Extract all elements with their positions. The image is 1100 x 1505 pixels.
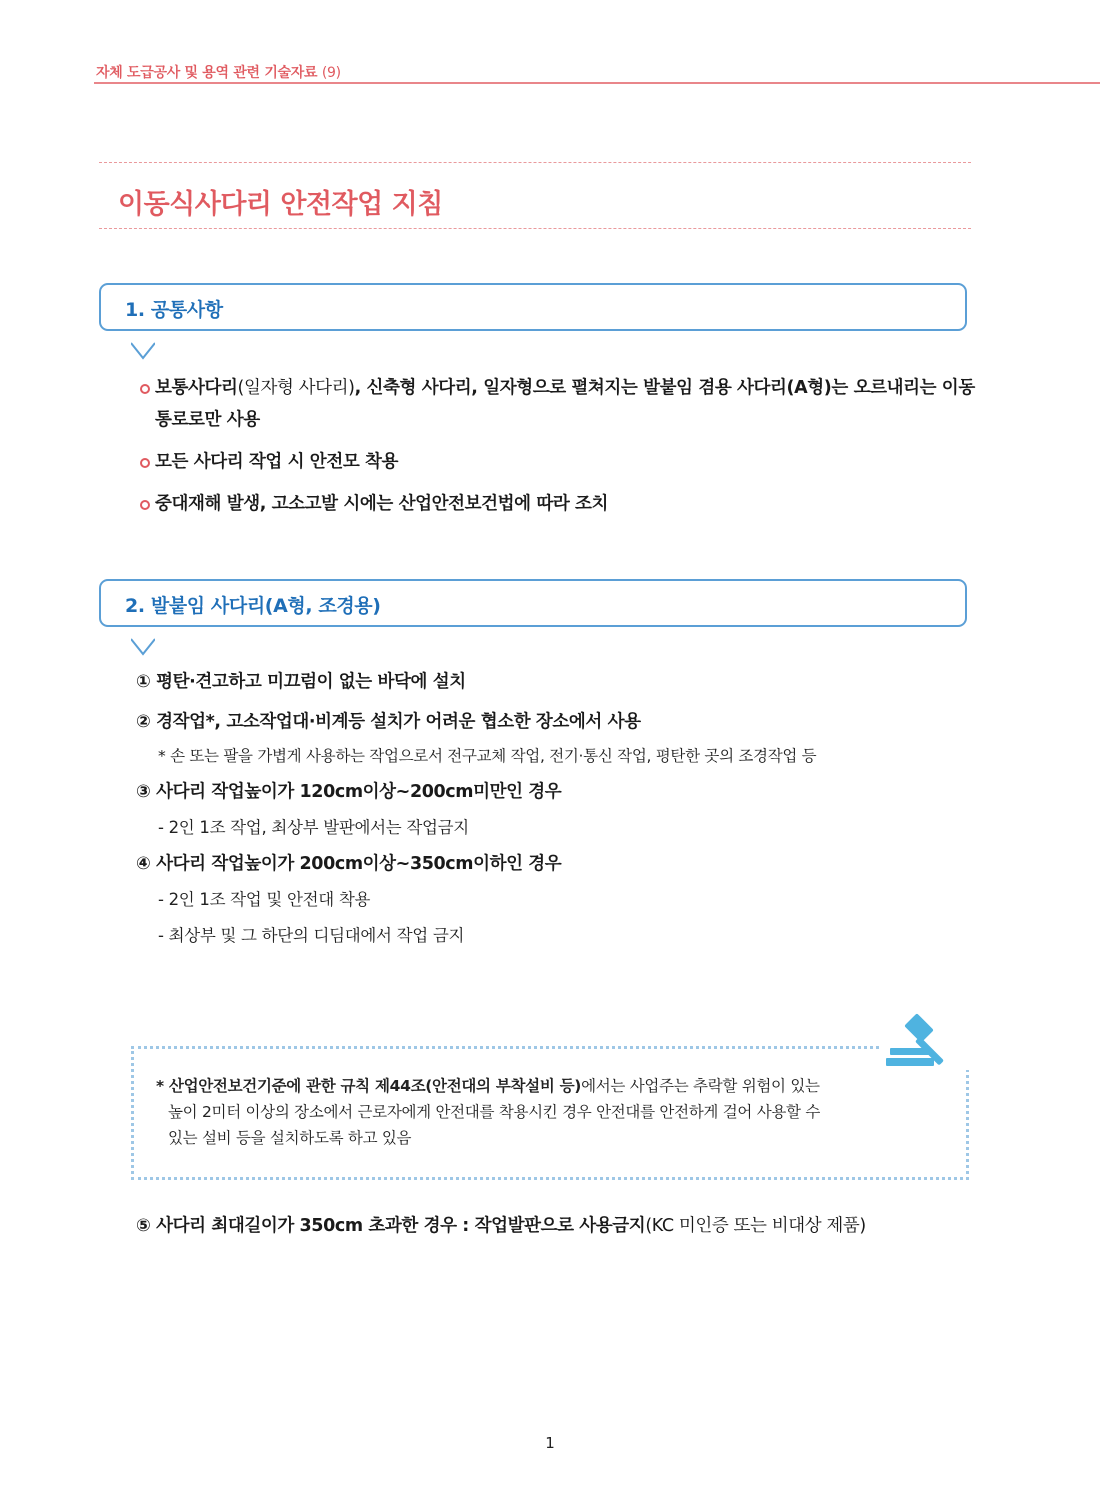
bullet-circle-icon <box>140 458 150 468</box>
document-title: 이동식사다리 안전작업 지침 <box>118 189 443 220</box>
list-item: 중대재해 발생, 고소고발 시에는 산업안전보건법에 따라 조치 <box>140 488 980 520</box>
page-number: 1 <box>545 1434 555 1452</box>
list-item: 보통사다리(일자형 사다리), 신축형 사다리, 일자형으로 펼쳐지는 발붙임 겸용 사다리(A형)는 오르내리는 이동통로로만 사용 <box>140 372 980 436</box>
item-4-sub-1: - 2인 1조 작업 및 안전대 착용 <box>158 890 371 909</box>
item-5: ⑤ 사다리 최대길이가 350cm 초과한 경우 : 작업발판으로 사용금지(KC 미인증 또는 비대상 제품) <box>136 1216 866 1236</box>
title-top-dashed-rule <box>99 162 971 163</box>
item-2-note: * 손 또는 팔을 가볍게 사용하는 작업으로서 전구교체 작업, 전기·통신 작업, 평탄한 곳의 조경작업 등 <box>158 747 817 765</box>
section-1-heading-box <box>99 283 967 331</box>
gavel-icon <box>880 1008 970 1070</box>
list-item: 모든 사다리 작업 시 안전모 착용 <box>140 446 980 478</box>
section-2-title: 2. 발붙임 사다리(A형, 조경용) <box>125 595 381 617</box>
item-4: ④ 사다리 작업높이가 200cm이상~350cm이하인 경우 <box>136 854 562 874</box>
bullet-circle-icon <box>140 384 150 394</box>
item-3: ③ 사다리 작업높이가 120cm이상~200cm미만인 경우 <box>136 782 562 802</box>
header-divider <box>94 82 1100 84</box>
regulation-note-text: * 산업안전보건기준에 관한 규칙 제44조(안전대의 부착설비 등)에서는 사업주는 추락할 위험이 있는 높이 2미터 이상의 장소에서 근로자에게 안전대를 착용시킨 경우 안전대를 안전하게 걸어 사용할 수 있는 설비 등을 설치하도록 하고 있음 <box>156 1077 821 1147</box>
section-2-item-list <box>136 668 996 950</box>
item-1: ① 평탄·견고하고 미끄럼이 없는 바닥에 설치 <box>136 672 466 692</box>
running-header-pages: (9) <box>321 65 341 81</box>
item-4-sub-2: - 최상부 및 그 하단의 디딤대에서 작업 금지 <box>158 926 465 945</box>
item-2: ② 경작업*, 고소작업대·비계등 설치가 어려운 협소한 장소에서 사용 <box>136 712 641 732</box>
regulation-note-box <box>131 1046 969 1180</box>
item-3-sub: - 2인 1조 작업, 최상부 발판에서는 작업금지 <box>158 818 469 837</box>
title-bottom-dashed-rule <box>99 228 971 229</box>
section-2-heading-box <box>99 579 967 627</box>
section-1-title: 1. 공통사항 <box>125 299 223 321</box>
running-header <box>96 62 341 82</box>
bullet-circle-icon <box>140 500 150 510</box>
section-1-bullet-list <box>140 372 980 530</box>
running-header-title: 자체 도급공사 및 용역 관련 기술자료 <box>96 65 318 81</box>
